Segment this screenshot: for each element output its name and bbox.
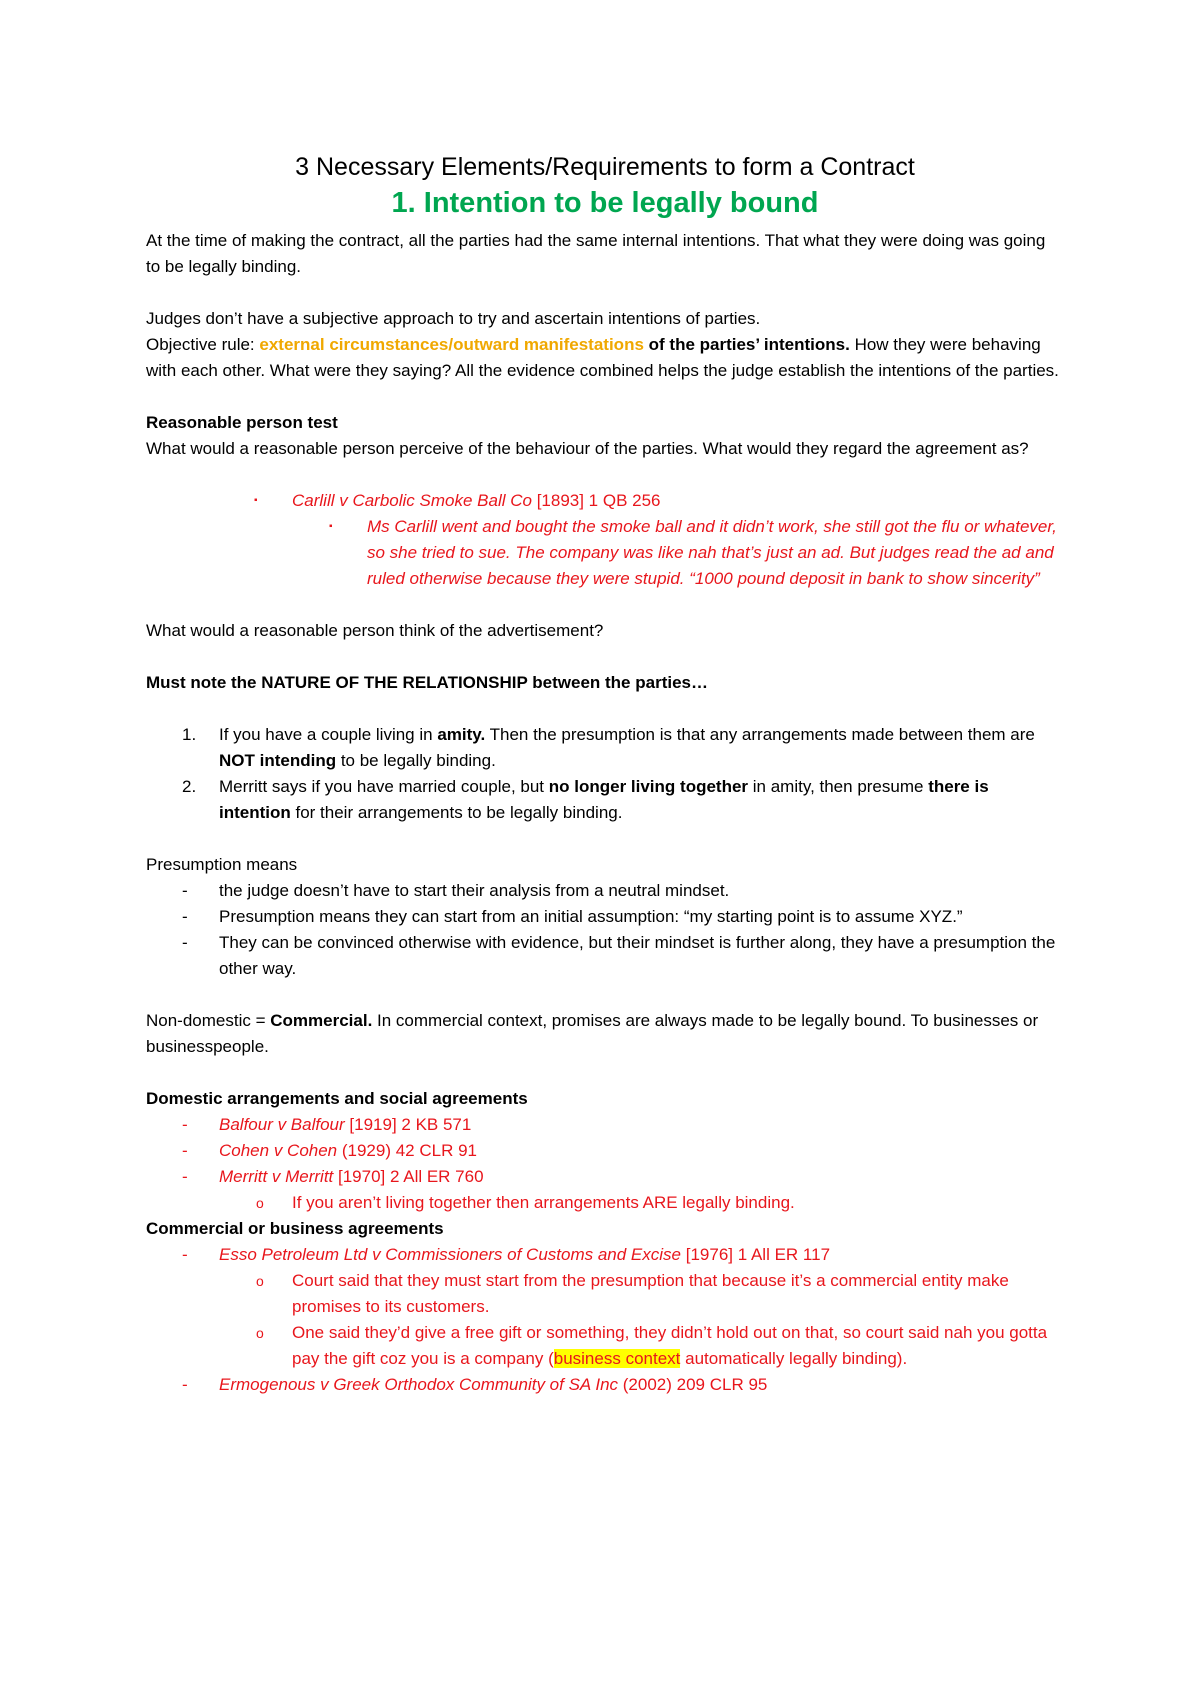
list-text: They can be convinced otherwise with evidence, but their mindset is further along, they have a presumption the other way. [219, 933, 1056, 978]
list-item [146, 878, 1064, 904]
list-text: If you have a couple living in [219, 725, 438, 744]
highlight-business-context: business context [553, 1349, 681, 1368]
case-cite-carlill: [1893] 1 QB 256 [531, 491, 661, 510]
case-note-text: automatically legally binding). [680, 1349, 908, 1368]
business-heading-text: Commercial or business agreements [146, 1219, 444, 1238]
reasonable-person-heading-text: Reasonable person test [146, 413, 338, 432]
paragraph-commercial [146, 1008, 1064, 1060]
commercial-text: In commercial context, promises are always made to be legally bound. To businesses or businesspeople. [146, 1011, 1039, 1056]
dash-bullet-icon: - [182, 1141, 188, 1160]
page-title: 3 Necessary Elements/Requirements to form a Contract [295, 153, 915, 181]
square-bullet-icon: ▪ [329, 521, 333, 532]
case-note-text: One said they’d give a free gift or something, they didn’t hold out on that, so court said nah you gotta pay the gift coz you is a company ( [292, 1323, 1048, 1368]
case-name-carlill: Carlill v Carbolic Smoke Ball Co [292, 491, 532, 510]
domestic-heading [146, 1086, 1064, 1112]
square-bullet-icon: ▪ [254, 495, 258, 506]
case-note-text: If you aren’t living together then arrangements ARE legally binding. [292, 1193, 795, 1212]
case-cite: [1919] 2 KB 571 [344, 1115, 472, 1134]
presumption-heading: Presumption means [146, 855, 298, 874]
case-cohen [146, 1138, 1064, 1164]
dash-bullet-icon: - [182, 907, 188, 926]
case-name: Ermogenous v Greek Orthodox Community of SA Inc [219, 1375, 619, 1394]
list-bold: no longer living together [548, 777, 749, 796]
objective-rule-rest: How they were behaving with each other. What were they saying? All the evidence combined helps the judge establish the intentions of the parties. [146, 335, 1059, 380]
nature-relationship-text: Must note the NATURE OF THE RELATIONSHIP between the parties… [146, 673, 708, 692]
parties-intentions-bold: of the parties’ intentions. [643, 335, 850, 354]
list-number: 2. [182, 777, 197, 796]
case-merritt [146, 1164, 1064, 1190]
circle-bullet-icon: o [256, 1325, 264, 1341]
case-name: Esso Petroleum Ltd v Commissioners of Customs and Excise [219, 1245, 682, 1264]
case-note-carlill [146, 514, 1064, 592]
list-text: Presumption means they can start from an initial assumption: “my starting point is to assume XYZ.” [219, 907, 963, 926]
list-item [146, 904, 1064, 930]
list-text: Then the presumption is that any arrangements made between them are [485, 725, 1035, 744]
paragraph-intentions: At the time of making the contract, all the parties had the same internal intentions. That what they were doing was going to be legally binding. [146, 231, 1046, 276]
question-advertisement: What would a reasonable person think of the advertisement? [146, 621, 604, 640]
dash-bullet-icon: - [182, 933, 188, 952]
objective-rule-lead: Objective rule: [146, 335, 260, 354]
section-heading: 1. Intention to be legally bound [391, 187, 819, 219]
dash-bullet-icon: - [182, 1245, 188, 1264]
case-name: Merritt v Merritt [219, 1167, 334, 1186]
list-text: Merritt says if you have married couple, but [219, 777, 549, 796]
domestic-heading-text: Domestic arrangements and social agreements [146, 1089, 528, 1108]
case-name: Balfour v Balfour [219, 1115, 345, 1134]
dash-bullet-icon: - [182, 1375, 188, 1394]
list-number: 1. [182, 725, 197, 744]
case-cite: (2002) 209 CLR 95 [618, 1375, 768, 1394]
case-note-esso [146, 1268, 1064, 1320]
list-text: to be legally binding. [336, 751, 496, 770]
list-text: in amity, then presume [748, 777, 929, 796]
document-body [146, 150, 1064, 1398]
paragraph-judges: Judges don’t have a subjective approach to try and ascertain intentions of parties. [146, 309, 761, 328]
list-item [146, 930, 1064, 982]
nature-relationship-heading [146, 670, 1064, 696]
list-bold: amity. [437, 725, 486, 744]
commercial-text: Non-domestic = [146, 1011, 271, 1030]
case-cite: (1929) 42 CLR 91 [337, 1141, 478, 1160]
case-note-merritt [146, 1190, 1064, 1216]
list-bold: there is intention [219, 777, 989, 822]
case-note-text: Ms Carlill went and bought the smoke ball and it didn’t work, she still got the flu or whatever, so she tried to sue. The company was like nah that’s just an ad. But judges read the ad and ruled otherwise because they were stupid. “1000 pound deposit in bank to show sincerity” [367, 517, 1057, 588]
case-cite: [1970] 2 All ER 760 [333, 1167, 484, 1186]
list-text: the judge doesn’t have to start their analysis from a neutral mindset. [219, 881, 730, 900]
reasonable-person-body: What would a reasonable person perceive of the behaviour of the parties. What would they regard the agreement as? [146, 439, 1029, 458]
list-bold: NOT intending [219, 751, 337, 770]
case-note-esso-gift [146, 1320, 1064, 1372]
list-item [146, 774, 1064, 826]
dash-bullet-icon: - [182, 881, 188, 900]
business-heading [146, 1216, 1064, 1242]
case-carlill [146, 488, 1064, 514]
dash-bullet-icon: - [182, 1167, 188, 1186]
circle-bullet-icon: o [256, 1195, 264, 1211]
case-esso [146, 1242, 1064, 1268]
list-item [146, 722, 1064, 774]
reasonable-person-heading [146, 410, 1064, 436]
commercial-bold: Commercial. [270, 1011, 373, 1030]
highlight-external-circumstances: external circumstances/outward manifestations [259, 335, 644, 354]
case-name: Cohen v Cohen [219, 1141, 338, 1160]
dash-bullet-icon: - [182, 1115, 188, 1134]
case-ermogenous [146, 1372, 1064, 1398]
case-note-text: Court said that they must start from the presumption that because it’s a commercial entity make promises to its customers. [292, 1271, 1009, 1316]
circle-bullet-icon: o [256, 1273, 264, 1289]
case-cite: [1976] 1 All ER 117 [681, 1245, 831, 1264]
case-balfour [146, 1112, 1064, 1138]
paragraph-objective-rule [146, 332, 1064, 384]
list-text: for their arrangements to be legally binding. [290, 803, 623, 822]
